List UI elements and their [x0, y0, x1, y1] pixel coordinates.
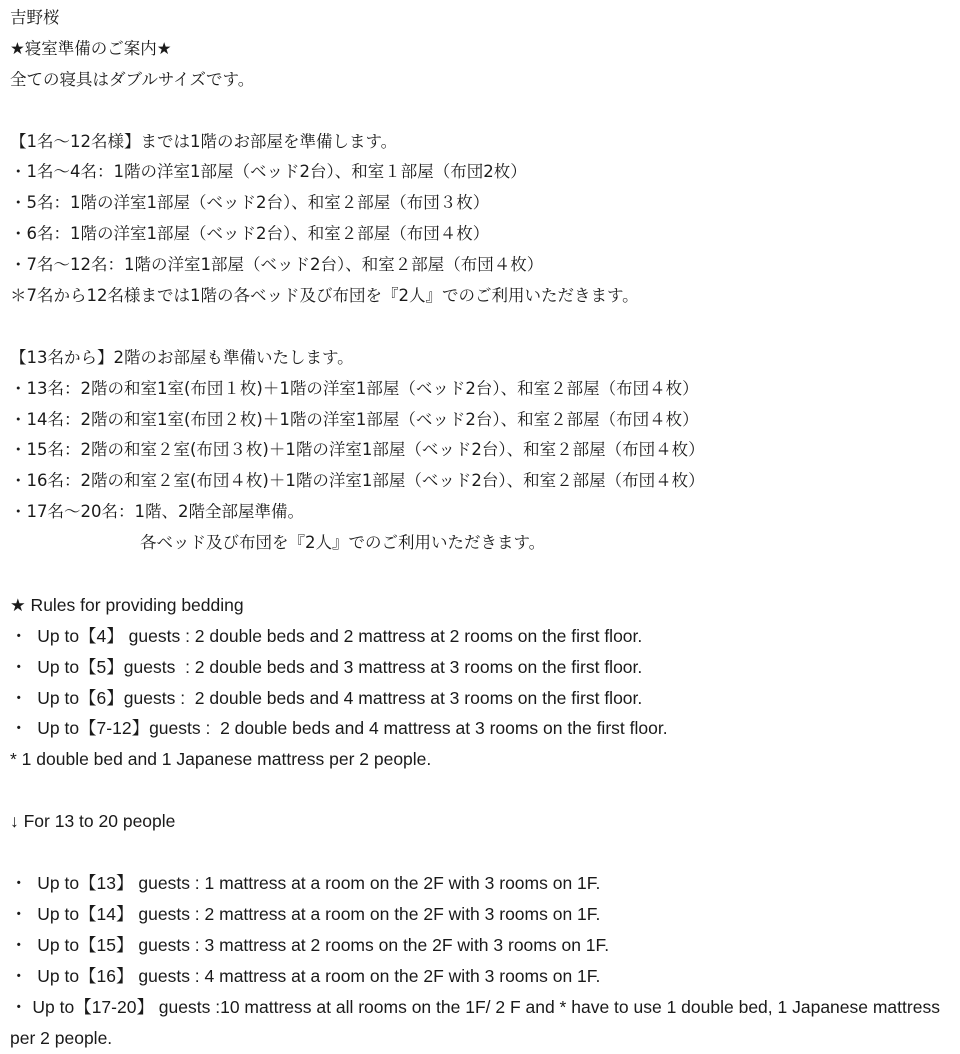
floor2-note: 各ベッド及び布団を『2人』でのご利用いただきます。	[140, 533, 546, 553]
rules-heading: ★ Rules for providing bedding	[10, 594, 244, 615]
bedding-size-note: 全ての寝具はダブルサイズです。	[10, 69, 255, 89]
floor1-item: ・6名：1階の洋室1部屋（ベッド2台）、和室２部屋（布団４枚）	[10, 224, 490, 244]
floor1-heading: 【1名〜12名様】までは1階のお部屋を準備します。	[10, 131, 398, 151]
rules-item: ・ Up to【5】guests : 2 double beds and 3 mattress at 3 rooms on the first floor.	[10, 656, 643, 677]
spacer	[10, 312, 956, 343]
rules-item: ・ Up to【6】guests : 2 double beds and 4 mattress at 3 rooms on the first floor.	[10, 687, 643, 708]
rules-note: * 1 double bed and 1 Japanese mattress per 2 people.	[10, 749, 432, 770]
floor1-item: ・1名〜4名：1階の洋室1部屋（ベッド2台）、和室１部屋（布団2枚）	[10, 162, 527, 182]
floor2-item: ・17名〜20名：1階、2階全部屋準備。	[10, 502, 304, 522]
floor2-item: ・15名：2階の和室２室(布団３枚)＋1階の洋室1部屋（ベッド2台）、和室２部屋（布団４枚）	[10, 440, 705, 460]
large-group-item: ・ Up to【14】 guests : 2 mattress at a room on the 2F with 3 rooms on 1F.	[10, 903, 601, 924]
large-group-item: ・ Up to【13】 guests : 1 mattress at a room on the 2F with 3 rooms on 1F.	[10, 872, 601, 893]
floor1-note: ＊7名から12名様までは1階の各ベッド及び布団を『2人』でのご利用いただきます。	[10, 286, 639, 306]
document-body	[10, 3, 956, 1054]
large-group-heading: ↓ For 13 to 20 people	[10, 811, 176, 832]
large-group-item: ・ Up to【16】 guests : 4 mattress at a room on the 2F with 3 rooms on 1F.	[10, 965, 601, 986]
document-title: 吉野桜	[10, 8, 60, 27]
floor2-item: ・13名：2階の和室1室(布団１枚)＋1階の洋室1部屋（ベッド2台）、和室２部屋（布団４枚）	[10, 378, 699, 398]
floor2-item: ・14名：2階の和室1室(布団２枚)＋1階の洋室1部屋（ベッド2台）、和室２部屋（布団４枚）	[10, 409, 699, 429]
large-group-item: ・ Up to【15】 guests : 3 mattress at 2 rooms on the 2F with 3 rooms on 1F.	[10, 934, 610, 955]
floor1-item: ・7名〜12名：1階の洋室1部屋（ベッド2台）、和室２部屋（布団４枚）	[10, 255, 544, 275]
floor2-item: ・16名：2階の和室２室(布団４枚)＋1階の洋室1部屋（ベッド2台）、和室２部屋（布団４枚）	[10, 471, 705, 491]
bedroom-heading: ★寝室準備のご案内★	[10, 38, 172, 58]
rules-item: ・ Up to【7-12】guests : 2 double beds and 4 mattress at 3 rooms on the first floor.	[10, 718, 668, 739]
large-group-item: ・ Up to【17-20】 guests :10 mattress at all rooms on the 1F/ 2 F and * have to use 1 double bed, 1 Japanese mattress per 2 people.	[10, 996, 940, 1048]
spacer	[10, 837, 956, 868]
spacer	[10, 559, 956, 590]
spacer	[10, 775, 956, 806]
rules-item: ・ Up to【4】 guests : 2 double beds and 2 mattress at 2 rooms on the first floor.	[10, 625, 643, 646]
floor2-heading: 【13名から】2階のお部屋も準備いたします。	[10, 347, 354, 367]
spacer	[10, 96, 956, 127]
floor1-item: ・5名：1階の洋室1部屋（ベッド2台）、和室２部屋（布団３枚）	[10, 193, 490, 213]
